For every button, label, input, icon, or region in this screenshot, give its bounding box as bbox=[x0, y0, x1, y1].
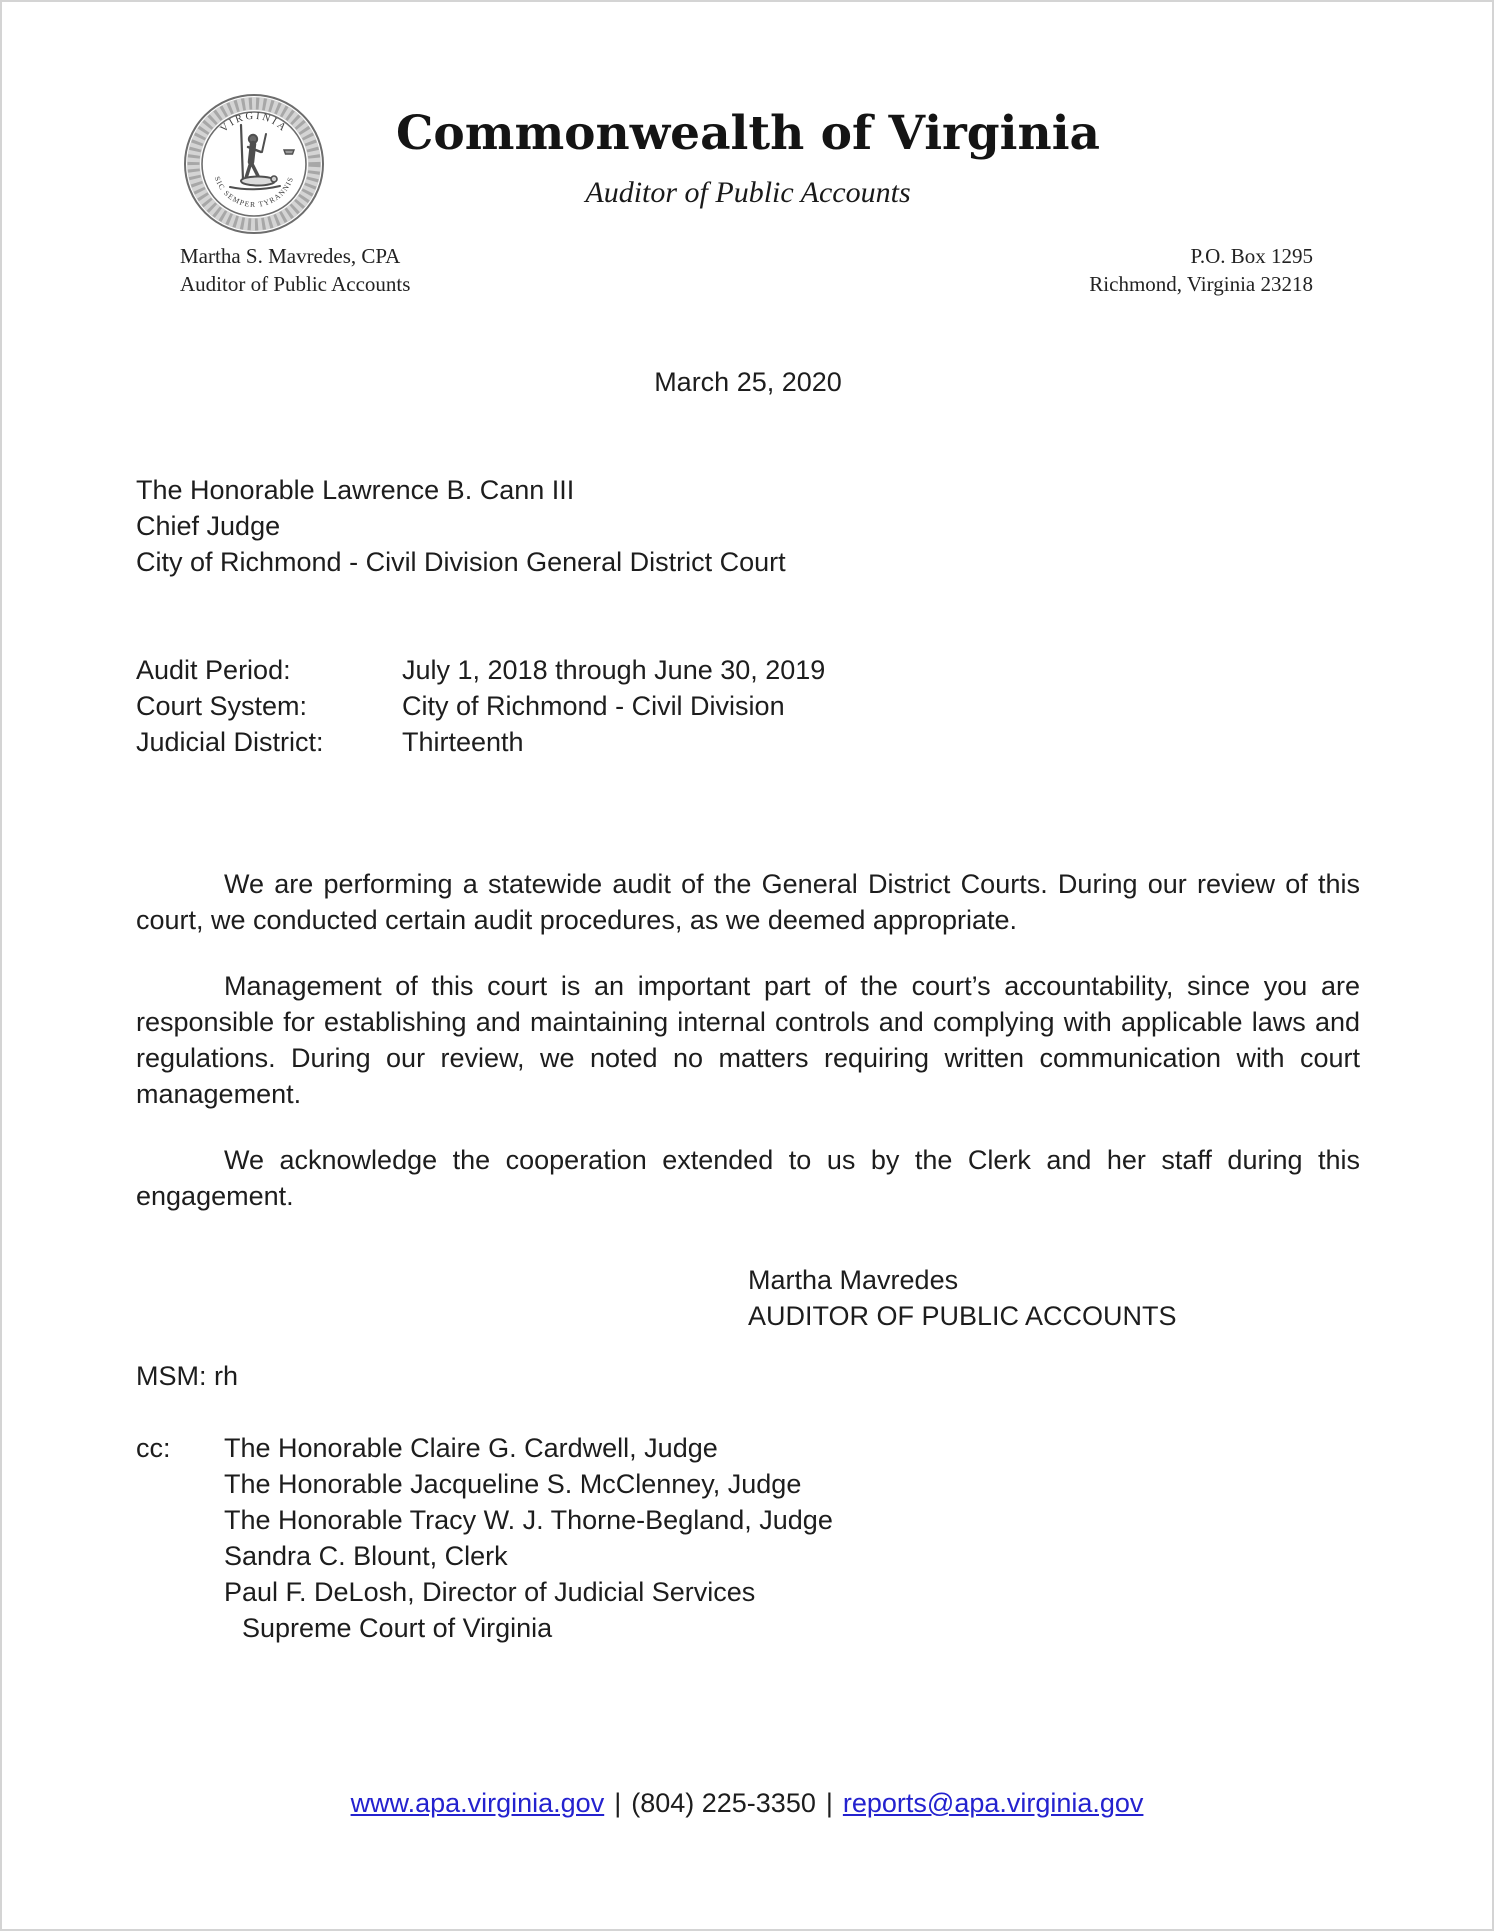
letter-content bbox=[2, 2, 1492, 1929]
paragraph-1: We are performing a statewide audit of the General District Courts. During our review of this court, we conducted certain audit procedures, as we deemed appropriate. bbox=[136, 869, 1360, 935]
cc-entry: Paul F. DeLosh, Director of Judicial Services bbox=[224, 1577, 756, 1607]
signature-name: Martha Mavredes bbox=[748, 1265, 959, 1295]
letterhead bbox=[136, 90, 1360, 298]
audit-period-value: July 1, 2018 through June 30, 2019 bbox=[402, 655, 826, 685]
letter-date: March 25, 2020 bbox=[654, 367, 842, 397]
letter-footer bbox=[2, 1785, 1492, 1821]
seal-top-text: VIRGINIA bbox=[218, 110, 290, 135]
cc-entry: The Honorable Claire G. Cardwell, Judge bbox=[224, 1433, 718, 1463]
court-system-row bbox=[136, 688, 1360, 724]
cc-entries bbox=[224, 1430, 1360, 1646]
agency-subtitle: Auditor of Public Accounts bbox=[585, 176, 911, 209]
paragraph-3: We acknowledge the cooperation extended to us by the Clerk and her staff during this engagement. bbox=[136, 1145, 1360, 1211]
address-line-1: P.O. Box 1295 bbox=[1190, 244, 1313, 268]
signature-block bbox=[748, 1262, 1360, 1334]
judicial-district-label: Judicial District: bbox=[136, 727, 324, 757]
seal-bottom-text: SIC SEMPER TYRANNIS bbox=[212, 175, 296, 210]
audit-info-block bbox=[136, 652, 1360, 760]
recipient-block bbox=[136, 472, 1360, 580]
recipient-name: The Honorable Lawrence B. Cann III bbox=[136, 475, 575, 505]
agency-title: Commonwealth of Virginia bbox=[395, 106, 1101, 161]
cc-block bbox=[136, 1430, 1360, 1646]
recipient-court: City of Richmond - Civil Division General District Court bbox=[136, 547, 786, 577]
official-block bbox=[180, 242, 410, 298]
website-link[interactable]: www.apa.virginia.gov bbox=[350, 1788, 605, 1818]
footer-separator: | bbox=[614, 1788, 622, 1818]
official-name: Martha S. Mavredes, CPA bbox=[180, 244, 401, 268]
address-line-2: Richmond, Virginia 23218 bbox=[1089, 272, 1313, 296]
paragraph-2: Management of this court is an important part of the court’s accountability, since you are responsible for establishing and maintaining internal controls and complying with applicable laws and regulations. During our review, we noted no matters requiring written communication with court management. bbox=[136, 971, 1360, 1109]
audit-period-label: Audit Period: bbox=[136, 655, 291, 685]
phone-number: (804) 225-3350 bbox=[631, 1788, 816, 1818]
judicial-district-value: Thirteenth bbox=[402, 727, 524, 757]
footer-separator: | bbox=[825, 1788, 833, 1818]
audit-period-row bbox=[136, 652, 1360, 688]
letterhead-info-row bbox=[136, 242, 1360, 298]
cc-entry: Sandra C. Blount, Clerk bbox=[224, 1541, 508, 1571]
court-system-value: City of Richmond - Civil Division bbox=[402, 691, 785, 721]
cc-entry: The Honorable Tracy W. J. Thorne-Begland, Judge bbox=[224, 1505, 833, 1535]
recipient-title: Chief Judge bbox=[136, 511, 281, 541]
email-link[interactable]: reports@apa.virginia.gov bbox=[842, 1788, 1144, 1818]
reference-initials: MSM: rh bbox=[136, 1361, 239, 1391]
official-title: Auditor of Public Accounts bbox=[180, 272, 411, 296]
cc-entry: The Honorable Jacqueline S. McClenney, Judge bbox=[224, 1469, 802, 1499]
signature-title: AUDITOR OF PUBLIC ACCOUNTS bbox=[748, 1301, 1177, 1331]
virginia-seal-icon bbox=[182, 92, 326, 236]
cc-label: cc: bbox=[136, 1433, 171, 1463]
address-block bbox=[1089, 242, 1313, 298]
cc-entry: Supreme Court of Virginia bbox=[242, 1613, 553, 1643]
court-system-label: Court System: bbox=[136, 691, 308, 721]
judicial-district-row bbox=[136, 724, 1360, 760]
